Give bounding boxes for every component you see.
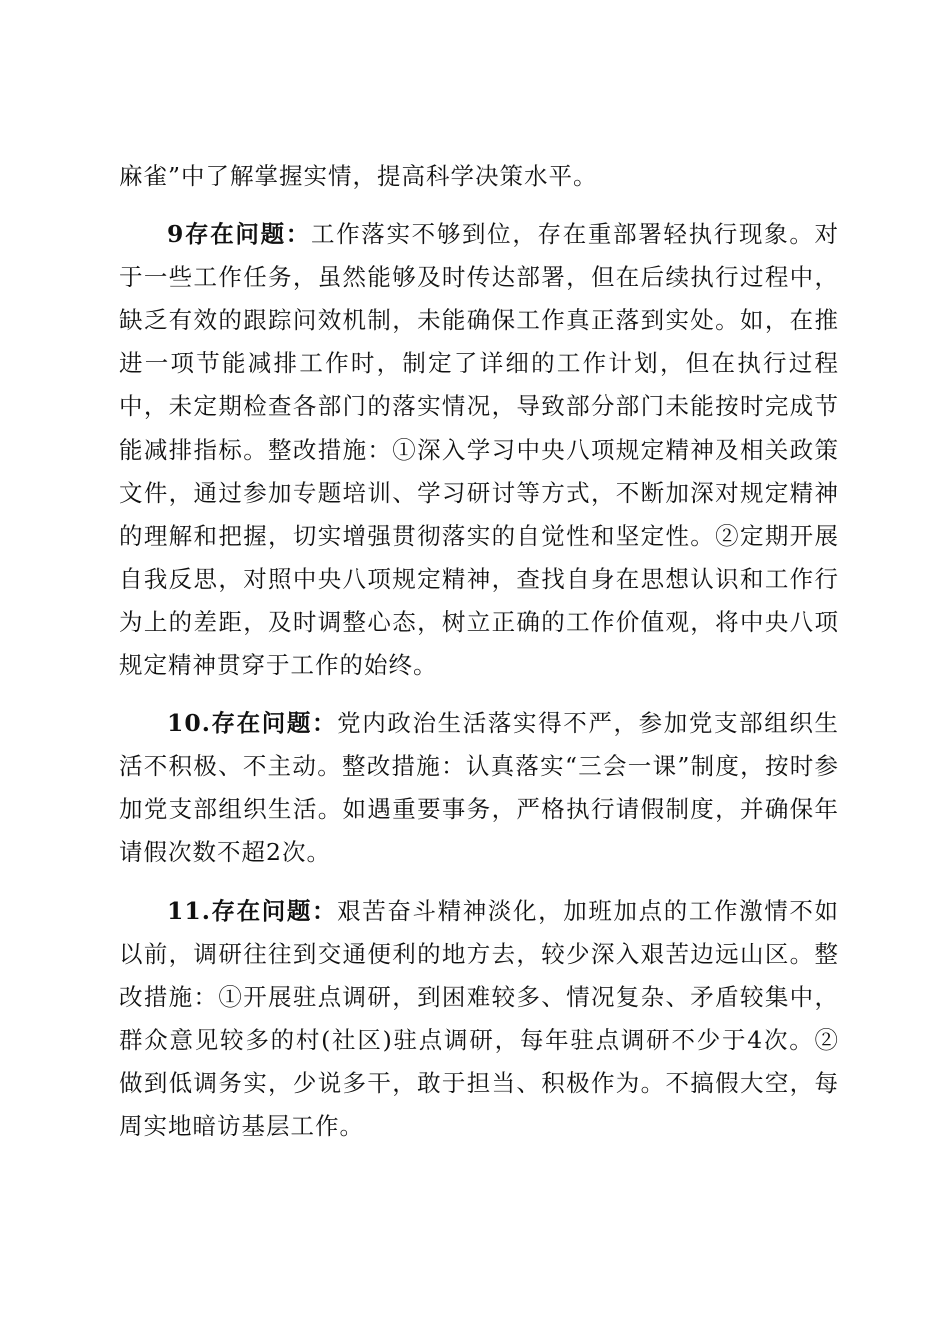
- item-9-label: 存在问题：: [184, 220, 311, 249]
- item-11-paragraph: [119, 890, 839, 1149]
- continuation-paragraph: 麻雀”中了解掌握实情，提高科学决策水平。: [119, 162, 598, 190]
- document-body: [119, 155, 839, 1148]
- item-10-measures: 整改措施：认真落实“三会一课”制度，按时参加党支部组织生活。如遇重要事务，严格执行请假制度，并确保年请假次数不超2次。: [119, 752, 840, 867]
- item-11-measures: 整改措施：①开展驻点调研，到困难较多、情况复杂、矛盾较集中，群众意见较多的村(社区)驻点调研，每年驻点调研不少于4次。②做到低调务实，少说多干，敢于担当、积极作为。不搞假大空，每周实地暗访基层工作。: [119, 939, 839, 1140]
- item-10-paragraph: [119, 702, 839, 874]
- item-10-label: 存在问题：: [210, 709, 338, 738]
- item-10-number: 10.: [167, 709, 211, 738]
- item-9-measures: 整改措施：①深入学习中央八项规定精神及相关政策文件，通过参加专题培训、学习研讨等方式，不断加深对规定精神的理解和把握，切实增强贯彻落实的自觉性和坚定性。②定期开展自我反思，对照中央八项规定精神，查找自身在思想认识和工作行为上的差距，及时调整心态，树立正确的工作价值观，将中央八项规定精神贯穿于工作的始终。: [119, 435, 840, 680]
- item-9-problem: 工作落实不够到位，存在重部署轻执行现象。对于一些工作任务，虽然能够及时传达部署，但在后续执行过程中，缺乏有效的跟踪问效机制，未能确保工作真正落到实处。如，在推进一项节能减排工作时，制定了详细的工作计划，但在执行过程中，未定期检查各部门的落实情况，导致部分部门未能按时完成节能减排指标。: [119, 220, 840, 464]
- item-11-problem: 艰苦奋斗精神淡化，加班加点的工作激情不如以前，调研往往到交通便利的地方去，较少深入艰苦边远山区。: [119, 896, 840, 968]
- item-9-paragraph: [119, 213, 839, 687]
- item-9-number: 9: [167, 220, 185, 249]
- item-11-label: 存在问题：: [210, 896, 338, 925]
- item-11-number: 11.: [167, 896, 211, 925]
- item-10-problem: 党内政治生活落实得不严，参加党支部组织生活不积极、不主动。: [119, 709, 840, 781]
